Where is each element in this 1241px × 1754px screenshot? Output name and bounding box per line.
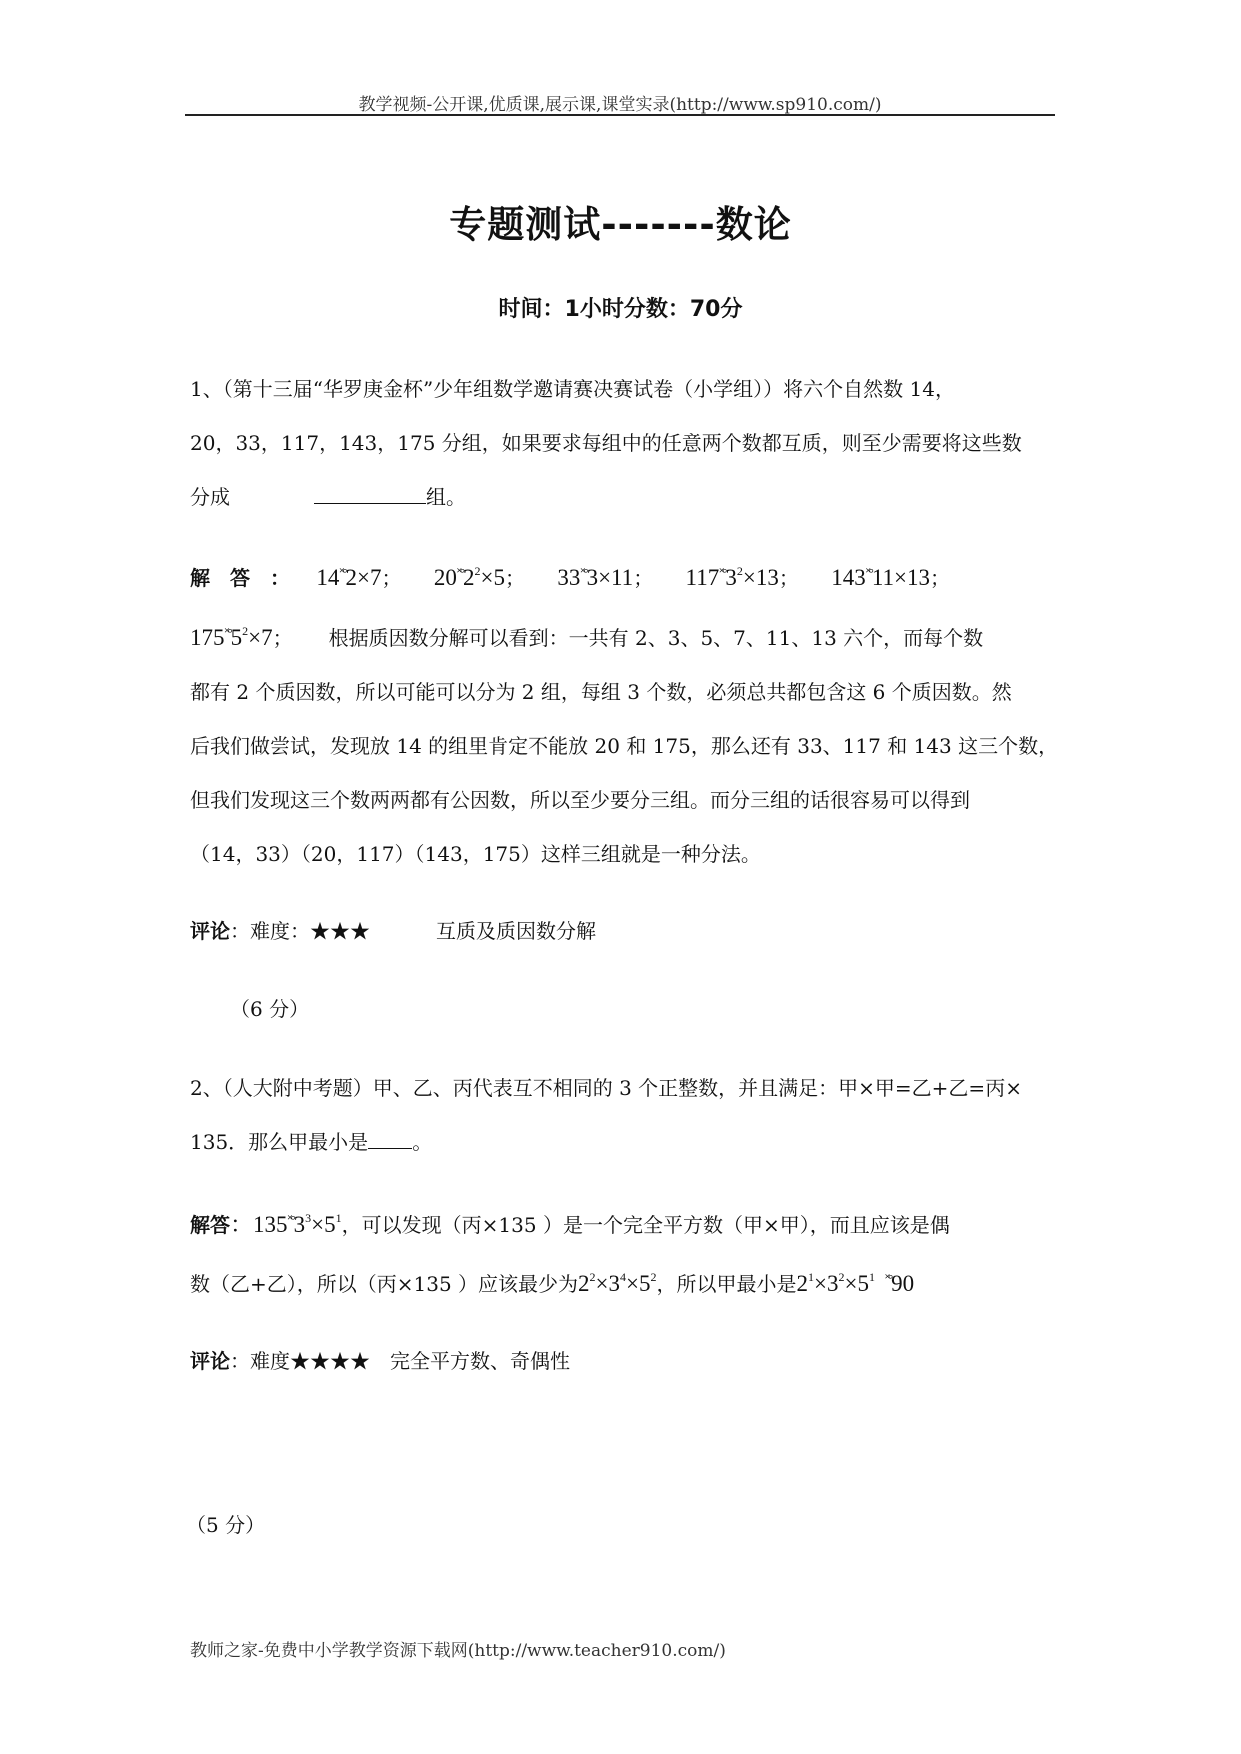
answer-1-text: 根据质因数分解可以看到：一共有 2、3、5、7、11、13 六个，而每个数 — [328, 626, 984, 650]
header-rule — [185, 114, 1055, 116]
answer-2-text-1: ，可以发现（丙×135 ）是一个完全平方数（甲×甲），而且应该是偶 — [341, 1213, 950, 1237]
page-title: 专题测试-------数论 — [449, 203, 792, 246]
comment-1 — [190, 915, 596, 944]
comment-2-topic: 完全平方数、奇偶性 — [390, 1349, 570, 1373]
answer-blank-2[interactable] — [368, 1130, 412, 1149]
answer-2-label: 解答 — [190, 1213, 230, 1237]
factor-143: 143˟°11×13 — [831, 565, 931, 590]
factor-135: ：$135^{˟^\circ}3^3\times 5^1$ — [230, 1211, 342, 1237]
factor-117: $117^{˟^\circ}3^2\times 13$ — [685, 564, 779, 590]
question-1-line-3 — [190, 481, 466, 510]
comment-topic: 互质及质因数分解 — [436, 919, 596, 943]
answer-blank-1[interactable] — [314, 485, 426, 504]
min-square-expression: $2^2\times 3^4\times 5^2$ — [578, 1270, 657, 1296]
answer-label: 解 答 ： — [190, 566, 290, 590]
min-value-expression: $2^1\times 3^2\times 5^1$ ˟°90 — [796, 1270, 915, 1296]
answer-2-text-2: 数（乙+乙），所以（丙×135 ）应该最少为 — [190, 1272, 579, 1296]
answer-1-factor-line: 解 答 ： 14˟°2×7； $20^{˟^\circ}2^2\times 5$； 33˟°3×11； $117^{˟^\circ}3^2\times 13$； 143˟°11×13； — [190, 564, 951, 590]
factor-20: $20^{˟^\circ}2^2\times 5$ — [433, 564, 506, 590]
exam-info: 时间：1小时分数：70分 — [498, 297, 743, 322]
question-1-text: 分成 — [190, 485, 230, 509]
question-1-line-1: 1、（第十三届“华罗庚金杯”少年组数学邀请赛决赛试卷（小学组））将六个自然数 14， — [190, 377, 955, 401]
answer-1-line-1: $175^{˟^\circ}5^2\times 7$； 根据质因数分解可以看到：一共有 2、3、5、7、11、13 六个，而每个数 — [190, 624, 984, 650]
question-2-end: 。 — [412, 1130, 433, 1154]
answer-1-line-4: 但我们发现这三个数两两都有公因数，所以至少要分三组。而分三组的话很容易可以得到 — [190, 788, 970, 812]
score-2: （5 分） — [186, 1513, 266, 1537]
question-2-line-2 — [190, 1126, 432, 1155]
question-1-line-2: 20，33，117，143，175 分组，如果要求每组中的任意两个数都互质，则至少需要将这些数 — [190, 431, 1022, 455]
comment-2-label: 评论 — [190, 1349, 230, 1373]
answer-2-text-3: ，所以甲最小是 — [656, 1272, 797, 1296]
factor-175: $175^{˟^\circ}5^2\times 7$ — [190, 624, 273, 650]
answer-1-line-2: 都有 2 个质因数，所以可能可以分为 2 组，每组 3 个数，必须总共都包含这 6 个质因数。然 — [190, 680, 1012, 704]
answer-2-line-2 — [190, 1268, 914, 1297]
question-2-line-1: 2、（人大附中考题）甲、乙、丙代表互不相同的 3 个正整数，并且满足：甲×甲=乙+乙=丙× — [190, 1076, 1022, 1100]
comment-2 — [190, 1345, 570, 1374]
difficulty-rating: ：难度：★★★ — [230, 919, 370, 943]
answer-2-line-1 — [190, 1206, 950, 1239]
page-footer: 教师之家-免费中小学教学资源下载网(http://www.teacher910.com/) — [190, 1641, 726, 1661]
page-header: 教学视频-公开课,优质课,展示课,课堂实录(http://www.sp910.com/) — [358, 95, 882, 115]
factor-33: 33˟°3×11 — [557, 565, 634, 590]
answer-1-line-3: 后我们做尝试，发现放 14 的组里肯定不能放 20 和 175，那么还有 33、117 和 143 这三个数， — [190, 734, 1059, 758]
score-1: （6 分） — [230, 997, 310, 1021]
question-1-end: 组。 — [426, 485, 466, 509]
answer-1-line-5: （14，33）（20，117）（143，175）这样三组就是一种分法。 — [190, 842, 761, 866]
comment-label: 评论 — [190, 919, 230, 943]
difficulty-rating-2: ：难度★★★★ — [230, 1349, 370, 1373]
question-2-text: 135．那么甲最小是 — [190, 1130, 369, 1154]
factor-14: 14˟°2×7 — [316, 565, 382, 590]
